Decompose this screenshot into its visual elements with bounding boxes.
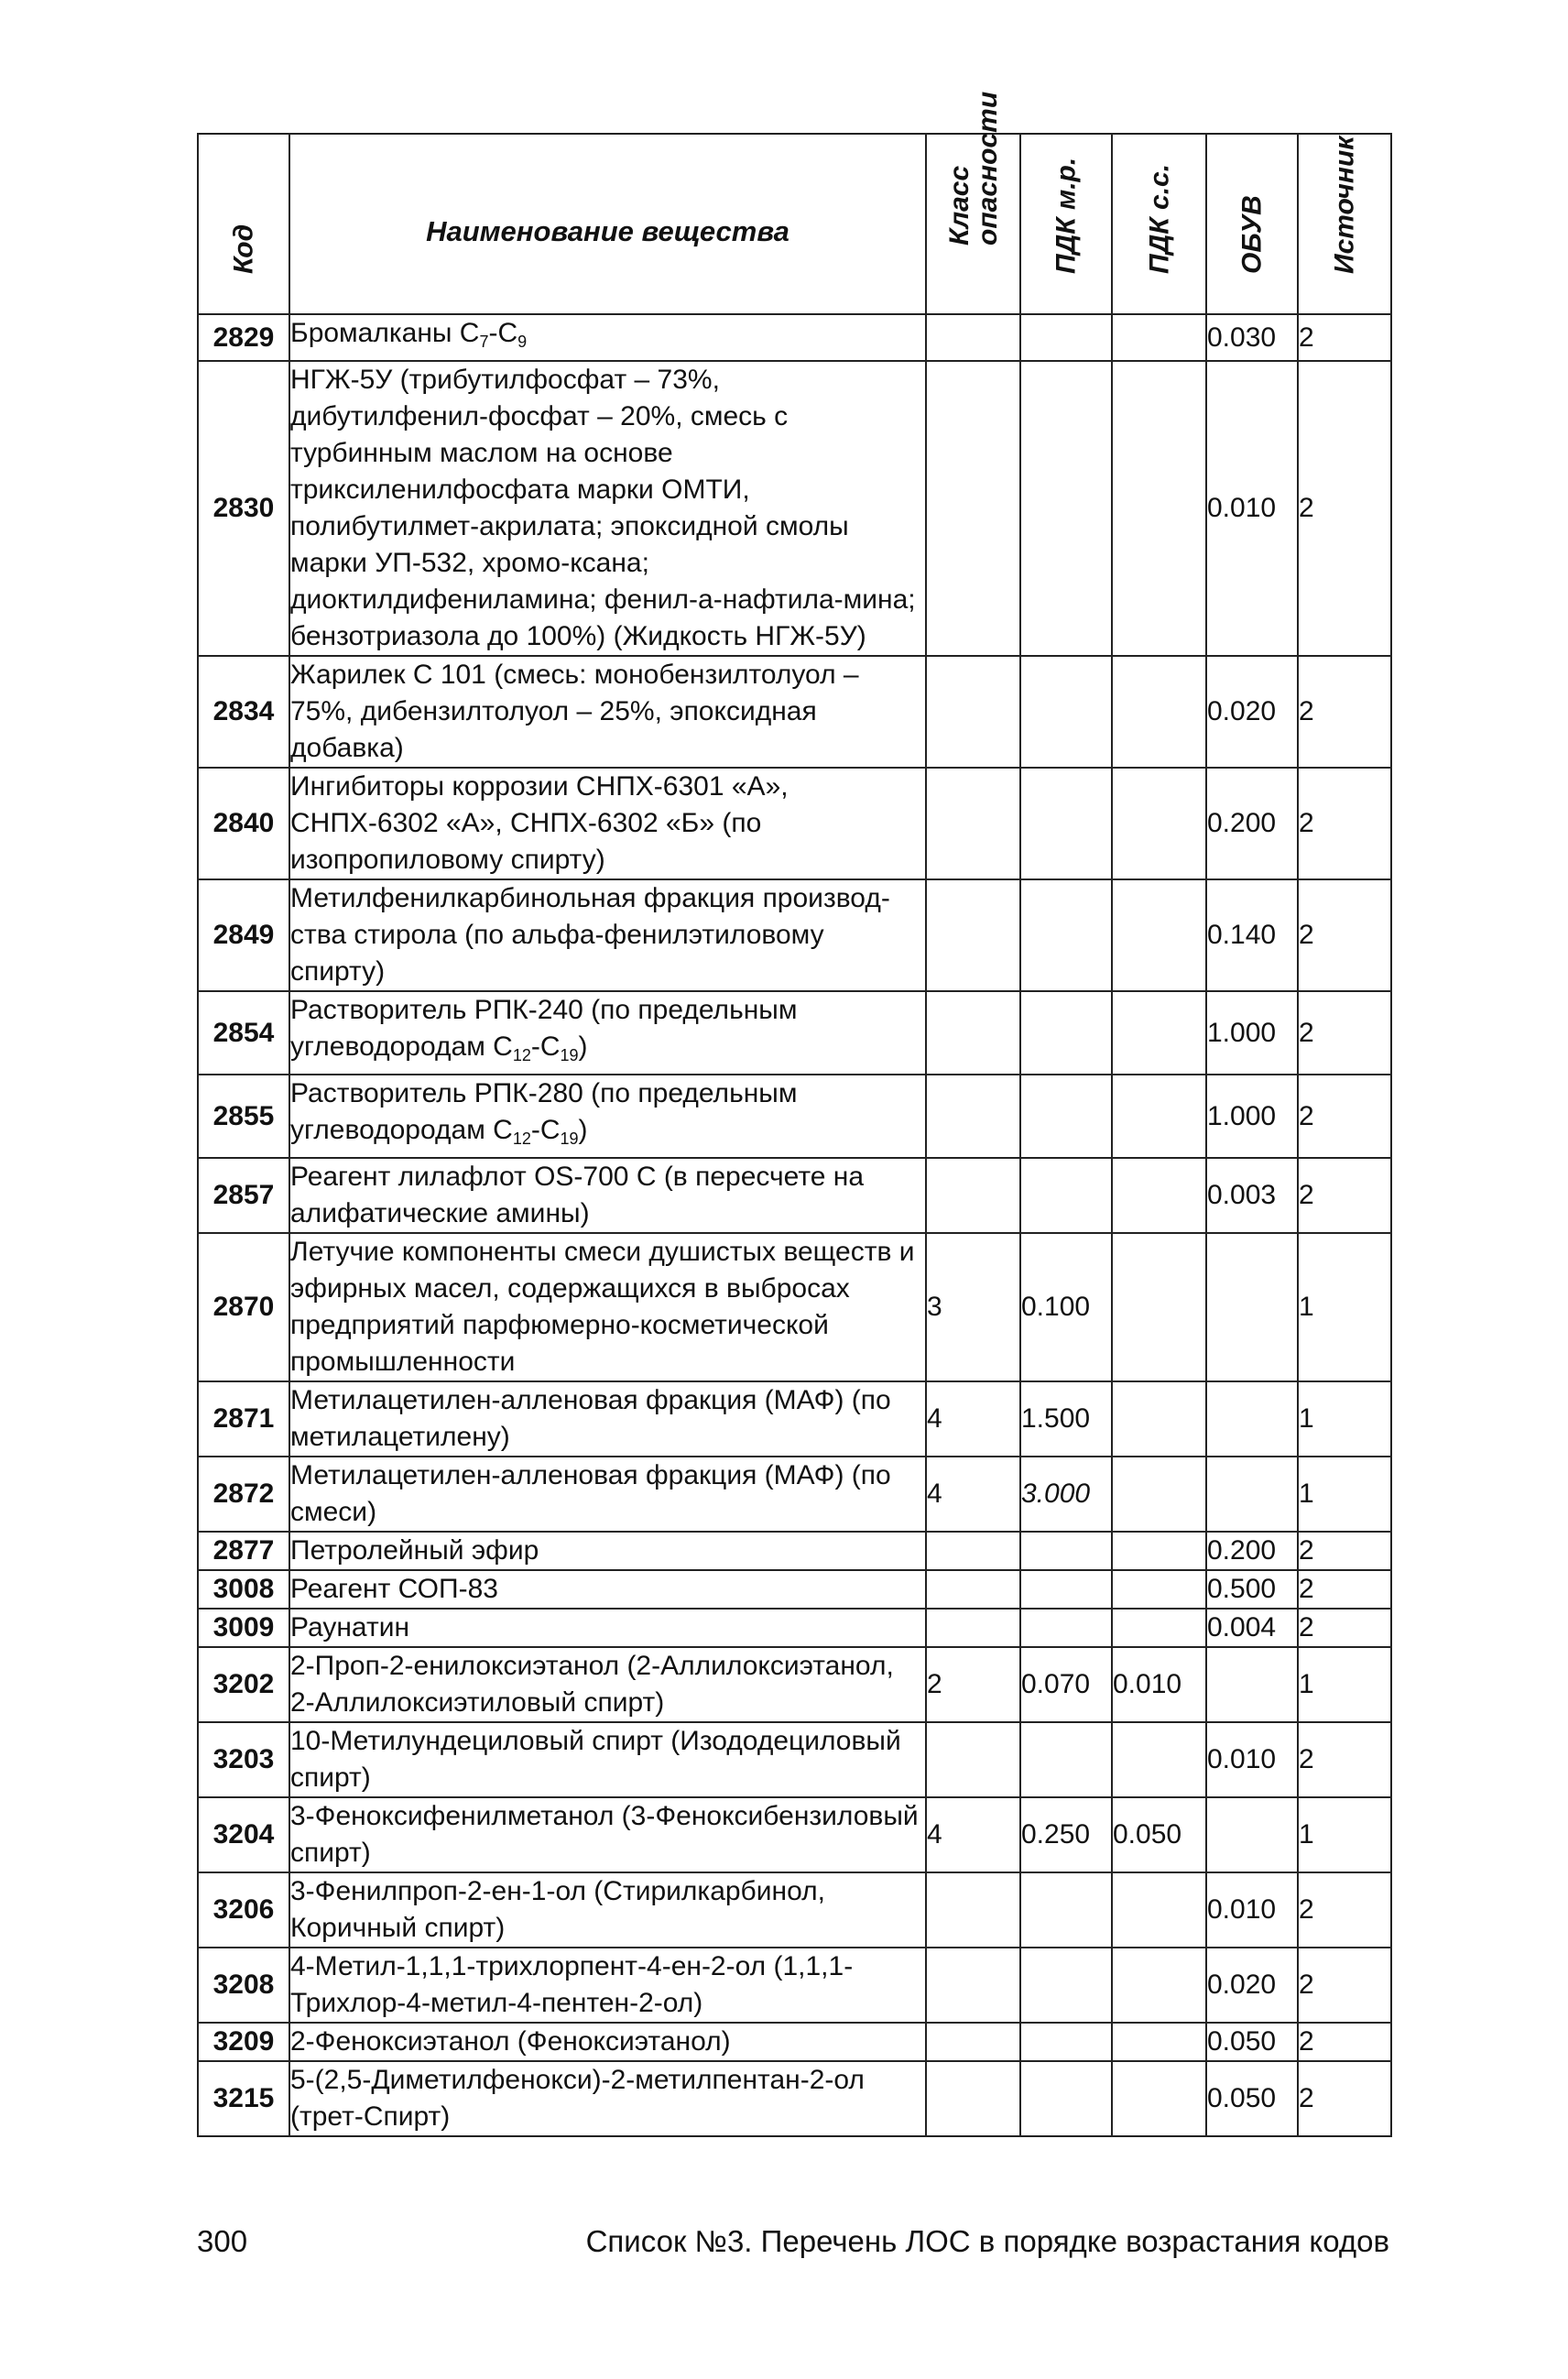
table-row bbox=[198, 879, 1391, 991]
substances-table bbox=[197, 91, 1392, 2137]
cell-code: 3206 bbox=[198, 1872, 289, 1948]
cell-pdk-ss: 0.010 bbox=[1112, 1647, 1206, 1722]
table-row bbox=[198, 1797, 1391, 1872]
cell-obuv: 0.004 bbox=[1206, 1609, 1298, 1647]
cell-pdk-mr bbox=[1020, 768, 1112, 879]
cell-hazard-class bbox=[926, 1872, 1020, 1948]
header-obuv: ОБУВ bbox=[1206, 134, 1298, 314]
cell-hazard-class bbox=[926, 2061, 1020, 2136]
cell-obuv: 0.050 bbox=[1206, 2061, 1298, 2136]
cell-code: 3009 bbox=[198, 1609, 289, 1647]
cell-pdk-ss bbox=[1112, 1158, 1206, 1233]
table-row bbox=[198, 314, 1391, 361]
cell-pdk-mr bbox=[1020, 1532, 1112, 1570]
table-row bbox=[198, 1457, 1391, 1532]
cell-code: 2849 bbox=[198, 879, 289, 991]
cell-source: 2 bbox=[1298, 314, 1391, 361]
cell-pdk-ss bbox=[1112, 879, 1206, 991]
table-row bbox=[198, 2061, 1391, 2136]
table-row bbox=[198, 1609, 1391, 1647]
cell-obuv: 0.010 bbox=[1206, 1722, 1298, 1797]
cell-source: 2 bbox=[1298, 1532, 1391, 1570]
cell-obuv: 0.500 bbox=[1206, 1570, 1298, 1609]
cell-hazard-class bbox=[926, 361, 1020, 656]
cell-obuv: 0.200 bbox=[1206, 768, 1298, 879]
cell-obuv bbox=[1206, 1457, 1298, 1532]
cell-source: 1 bbox=[1298, 1797, 1391, 1872]
cell-name: 4-Метил-1,1,1-трихлорпент-4-ен-2-ол (1,1,1-Трихлор-4-метил-4-пентен-2-ол) bbox=[289, 1948, 926, 2023]
cell-code: 3209 bbox=[198, 2023, 289, 2061]
cell-name: 3-Феноксифенилметанол (3-Феноксибензиловый спирт) bbox=[289, 1797, 926, 1872]
cell-obuv: 0.030 bbox=[1206, 314, 1298, 361]
cell-pdk-ss bbox=[1112, 1570, 1206, 1609]
table-row bbox=[198, 1532, 1391, 1570]
cell-source: 2 bbox=[1298, 2061, 1391, 2136]
cell-source: 2 bbox=[1298, 1609, 1391, 1647]
cell-pdk-mr: 0.250 bbox=[1020, 1797, 1112, 1872]
section-title: Список №3. Перечень ЛОС в порядке возрастания кодов bbox=[585, 2224, 1389, 2258]
cell-code: 2872 bbox=[198, 1457, 289, 1532]
cell-obuv: 1.000 bbox=[1206, 1075, 1298, 1158]
cell-source: 2 bbox=[1298, 656, 1391, 768]
cell-name: Бромалканы $C_7-C_9$ bbox=[289, 314, 926, 361]
cell-code: 3202 bbox=[198, 1647, 289, 1722]
cell-obuv: 0.020 bbox=[1206, 656, 1298, 768]
cell-pdk-ss bbox=[1112, 2023, 1206, 2061]
table-row bbox=[198, 656, 1391, 768]
cell-source: 2 bbox=[1298, 361, 1391, 656]
page-number: 300 bbox=[197, 2224, 248, 2258]
cell-obuv: 0.020 bbox=[1206, 1948, 1298, 2023]
cell-hazard-class bbox=[926, 2023, 1020, 2061]
table-row bbox=[198, 1948, 1391, 2023]
cell-pdk-ss bbox=[1112, 361, 1206, 656]
table-row bbox=[198, 1075, 1391, 1158]
cell-pdk-mr bbox=[1020, 1722, 1112, 1797]
cell-hazard-class: 4 bbox=[926, 1457, 1020, 1532]
table-row bbox=[198, 1158, 1391, 1233]
cell-name: Раунатин bbox=[289, 1609, 926, 1647]
cell-hazard-class bbox=[926, 991, 1020, 1075]
cell-pdk-mr bbox=[1020, 879, 1112, 991]
cell-pdk-mr bbox=[1020, 2023, 1112, 2061]
cell-code: 2855 bbox=[198, 1075, 289, 1158]
cell-pdk-ss bbox=[1112, 1075, 1206, 1158]
cell-hazard-class bbox=[926, 1532, 1020, 1570]
cell-hazard-class bbox=[926, 1075, 1020, 1158]
cell-obuv: 0.050 bbox=[1206, 2023, 1298, 2061]
cell-pdk-mr: 1.500 bbox=[1020, 1381, 1112, 1457]
cell-obuv bbox=[1206, 1797, 1298, 1872]
cell-name: Жарилек С 101 (смесь: монобензилтолуол – 75%, дибензилтолуол – 25%, эпоксидная добавка) bbox=[289, 656, 926, 768]
cell-obuv: 0.010 bbox=[1206, 1872, 1298, 1948]
cell-source: 2 bbox=[1298, 991, 1391, 1075]
header-source: Источник bbox=[1298, 134, 1391, 314]
cell-obuv bbox=[1206, 1233, 1298, 1381]
cell-hazard-class bbox=[926, 1609, 1020, 1647]
cell-pdk-mr bbox=[1020, 1948, 1112, 2023]
header-hazard-class bbox=[926, 91, 1020, 314]
header-pdk-ss: ПДК с.с. bbox=[1112, 134, 1206, 314]
cell-pdk-mr: 0.070 bbox=[1020, 1647, 1112, 1722]
cell-name: 3-Фенилпроп-2-ен-1-ол (Стирилкарбинол, Коричный спирт) bbox=[289, 1872, 926, 1948]
cell-pdk-ss bbox=[1112, 1381, 1206, 1457]
cell-name: 2-Проп-2-енилоксиэтанол (2-Аллилоксиэтанол, 2-Аллилоксиэтиловый спирт) bbox=[289, 1647, 926, 1722]
cell-name: Растворитель РПК-240 (по предельным углеводородам $C_{12}-C_{19}$) bbox=[289, 991, 926, 1075]
cell-obuv: 0.010 bbox=[1206, 361, 1298, 656]
cell-pdk-ss bbox=[1112, 1233, 1206, 1381]
cell-source: 2 bbox=[1298, 1722, 1391, 1797]
cell-pdk-mr bbox=[1020, 361, 1112, 656]
cell-code: 3204 bbox=[198, 1797, 289, 1872]
cell-name: НГЖ-5У (трибутилфосфат – 73%, дибутилфенил-фосфат – 20%, смесь с турбинным маслом на основе триксиленилфосфата марки ОМТИ, полибутилмет-акрилата; эпоксидной смолы марки УП-532, хромо-ксана; диоктилдифениламина; фенил-а-нафтила-мина; бензотриазола до 100%) (Жидкость НГЖ-5У) bbox=[289, 361, 926, 656]
cell-source: 1 bbox=[1298, 1457, 1391, 1532]
header-name: Наименование вещества bbox=[289, 134, 926, 314]
cell-name: Ингибиторы коррозии СНПХ-6301 «А», СНПХ-6302 «А», СНПХ-6302 «Б» (по изопропиловому спирту) bbox=[289, 768, 926, 879]
cell-obuv: 0.200 bbox=[1206, 1532, 1298, 1570]
table-row bbox=[198, 1722, 1391, 1797]
table-row bbox=[198, 1647, 1391, 1722]
cell-code: 2830 bbox=[198, 361, 289, 656]
cell-pdk-ss bbox=[1112, 1609, 1206, 1647]
cell-code: 2871 bbox=[198, 1381, 289, 1457]
cell-hazard-class bbox=[926, 1570, 1020, 1609]
cell-name: Реагент СОП-83 bbox=[289, 1570, 926, 1609]
cell-name: Метилфенилкарбинольная фракция производ-ства стирола (по альфа-фенилэтиловому спирту) bbox=[289, 879, 926, 991]
cell-pdk-ss bbox=[1112, 1722, 1206, 1797]
cell-name: Метилацетилен-алленовая фракция (МАФ) (по смеси) bbox=[289, 1457, 926, 1532]
cell-name: 5-(2,5-Диметилфенокси)-2-метилпентан-2-ол (трет-Спирт) bbox=[289, 2061, 926, 2136]
cell-pdk-mr bbox=[1020, 991, 1112, 1075]
cell-pdk-ss bbox=[1112, 2061, 1206, 2136]
cell-hazard-class bbox=[926, 1722, 1020, 1797]
cell-code: 2840 bbox=[198, 768, 289, 879]
table-row bbox=[198, 1872, 1391, 1948]
cell-pdk-mr bbox=[1020, 656, 1112, 768]
cell-code: 2870 bbox=[198, 1233, 289, 1381]
cell-code: 3203 bbox=[198, 1722, 289, 1797]
table-row bbox=[198, 1570, 1391, 1609]
cell-obuv: 0.003 bbox=[1206, 1158, 1298, 1233]
cell-hazard-class: 2 bbox=[926, 1647, 1020, 1722]
cell-pdk-mr bbox=[1020, 1872, 1112, 1948]
cell-name: Летучие компоненты смеси душистых веществ и эфирных масел, содержащихся в выбросах предприятий парфюмерно-косметической промышленности bbox=[289, 1233, 926, 1381]
header-pdk-mr: ПДК м.р. bbox=[1020, 134, 1112, 314]
cell-obuv: 1.000 bbox=[1206, 991, 1298, 1075]
cell-source: 2 bbox=[1298, 1872, 1391, 1948]
cell-source: 2 bbox=[1298, 1570, 1391, 1609]
cell-pdk-ss bbox=[1112, 314, 1206, 361]
cell-pdk-ss bbox=[1112, 1457, 1206, 1532]
cell-name: Реагент лилафлот OS-700 C (в пересчете на алифатические амины) bbox=[289, 1158, 926, 1233]
cell-pdk-ss: 0.050 bbox=[1112, 1797, 1206, 1872]
cell-source: 1 bbox=[1298, 1233, 1391, 1381]
table-row bbox=[198, 1381, 1391, 1457]
cell-source: 2 bbox=[1298, 2023, 1391, 2061]
cell-code: 3208 bbox=[198, 1948, 289, 2023]
cell-code: 2834 bbox=[198, 656, 289, 768]
cell-code: 3215 bbox=[198, 2061, 289, 2136]
cell-name: Растворитель РПК-280 (по предельным углеводородам $C_{12}-C_{19}$) bbox=[289, 1075, 926, 1158]
cell-hazard-class bbox=[926, 768, 1020, 879]
cell-name: 2-Феноксиэтанол (Феноксиэтанол) bbox=[289, 2023, 926, 2061]
table-row bbox=[198, 1233, 1391, 1381]
table-row bbox=[198, 991, 1391, 1075]
cell-pdk-ss bbox=[1112, 1532, 1206, 1570]
cell-pdk-ss bbox=[1112, 1948, 1206, 2023]
cell-source: 1 bbox=[1298, 1381, 1391, 1457]
cell-hazard-class bbox=[926, 656, 1020, 768]
cell-hazard-class bbox=[926, 879, 1020, 991]
cell-code: 2877 bbox=[198, 1532, 289, 1570]
cell-source: 1 bbox=[1298, 1647, 1391, 1722]
cell-pdk-mr bbox=[1020, 1158, 1112, 1233]
cell-pdk-mr: 0.100 bbox=[1020, 1233, 1112, 1381]
cell-pdk-ss bbox=[1112, 768, 1206, 879]
cell-hazard-class bbox=[926, 314, 1020, 361]
cell-obuv bbox=[1206, 1647, 1298, 1722]
cell-code: 2854 bbox=[198, 991, 289, 1075]
cell-source: 2 bbox=[1298, 1158, 1391, 1233]
table-row bbox=[198, 2023, 1391, 2061]
cell-pdk-mr bbox=[1020, 2061, 1112, 2136]
cell-hazard-class: 4 bbox=[926, 1797, 1020, 1872]
cell-name: Петролейный эфир bbox=[289, 1532, 926, 1570]
header-hazard-class-line1: Класс bbox=[943, 165, 975, 246]
table-header-row bbox=[198, 134, 1391, 314]
cell-pdk-ss bbox=[1112, 656, 1206, 768]
cell-pdk-ss bbox=[1112, 991, 1206, 1075]
table-row bbox=[198, 768, 1391, 879]
cell-name: 10-Метилундециловый спирт (Изододециловый спирт) bbox=[289, 1722, 926, 1797]
cell-pdk-ss bbox=[1112, 1872, 1206, 1948]
header-hazard-class-line2: опасности bbox=[972, 91, 1003, 246]
cell-pdk-mr: 3.000 bbox=[1020, 1457, 1112, 1532]
cell-source: 2 bbox=[1298, 768, 1391, 879]
cell-name: Метилацетилен-алленовая фракция (МАФ) (по метилацетилену) bbox=[289, 1381, 926, 1457]
cell-source: 2 bbox=[1298, 1948, 1391, 2023]
header-code: Код bbox=[198, 134, 289, 314]
cell-hazard-class: 3 bbox=[926, 1233, 1020, 1381]
cell-obuv: 0.140 bbox=[1206, 879, 1298, 991]
cell-pdk-mr bbox=[1020, 1570, 1112, 1609]
cell-code: 2857 bbox=[198, 1158, 289, 1233]
cell-hazard-class bbox=[926, 1948, 1020, 2023]
cell-pdk-mr bbox=[1020, 1609, 1112, 1647]
cell-code: 3008 bbox=[198, 1570, 289, 1609]
cell-pdk-mr bbox=[1020, 1075, 1112, 1158]
cell-hazard-class: 4 bbox=[926, 1381, 1020, 1457]
cell-obuv bbox=[1206, 1381, 1298, 1457]
cell-source: 2 bbox=[1298, 879, 1391, 991]
cell-source: 2 bbox=[1298, 1075, 1391, 1158]
cell-code: 2829 bbox=[198, 314, 289, 361]
cell-pdk-mr bbox=[1020, 314, 1112, 361]
cell-hazard-class bbox=[926, 1158, 1020, 1233]
table-row bbox=[198, 361, 1391, 656]
